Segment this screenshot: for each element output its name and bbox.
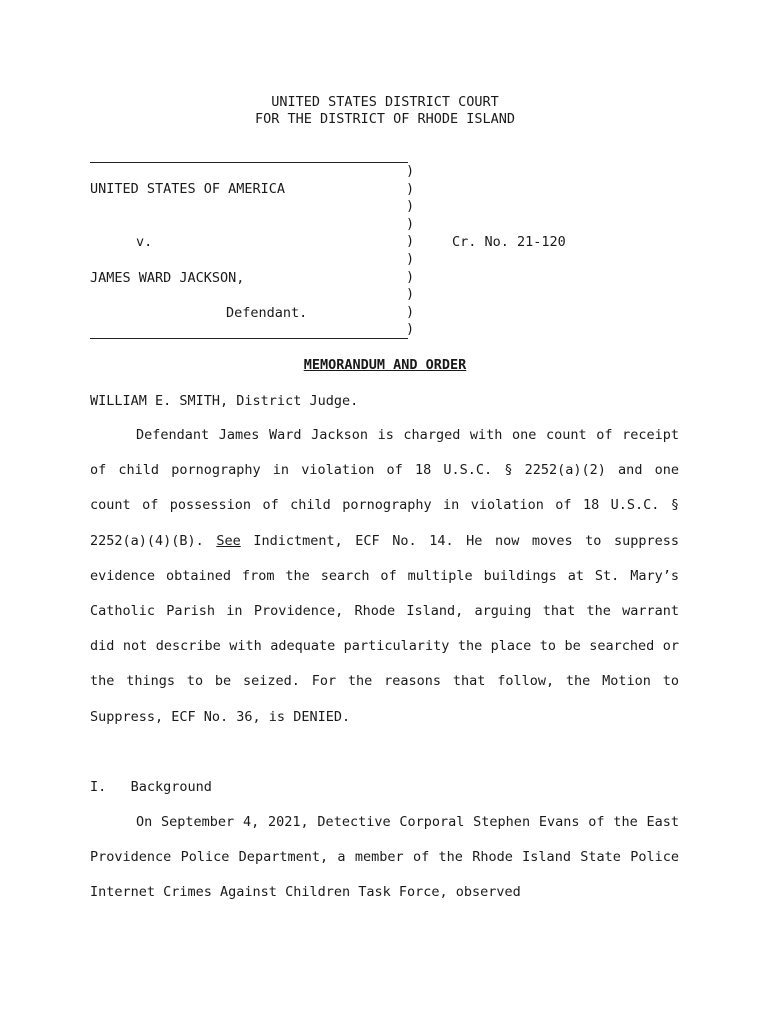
defendant-name: JAMES WARD JACKSON, <box>90 270 245 286</box>
case-number: Cr. No. 21-120 <box>452 234 566 250</box>
court-district: FOR THE DISTRICT OF RHODE ISLAND <box>254 111 516 127</box>
paragraph-background-text: On September 4, 2021, Detective Corporal Stephen Evans of the East Providence Police Department, a member of the Rhode Island State Police Internet Crimes Against Children Task Force, observed <box>90 814 679 901</box>
citation-signal-see: See <box>216 532 241 549</box>
section-title: Background <box>130 779 212 795</box>
section-number: I. <box>90 779 107 795</box>
versus: v. <box>136 234 153 250</box>
judge-line: WILLIAM E. SMITH, District Judge. <box>90 393 359 409</box>
paragraph-background <box>90 805 679 911</box>
caption-bottom-rule <box>90 338 408 339</box>
defendant-label: Defendant. <box>226 305 308 321</box>
caption-parens: ) ) ) ) ) ) ) ) ) ) <box>406 163 415 338</box>
plaintiff-name: UNITED STATES OF AMERICA <box>90 181 286 197</box>
court-name: UNITED STATES DISTRICT COURT <box>271 94 499 110</box>
document-title: MEMORANDUM AND ORDER <box>303 357 467 373</box>
paragraph-intro-part2: Indictment, ECF No. 14. He now moves to suppress evidence obtained from the search of multiple buildings at St. Mary’s Catholic Parish in Providence, Rhode Island, arguing that the warrant did not describe with adequate particularity the place to be searched or the things to be seized. For the reasons that follow, the Motion to Suppress, ECF No. 36, is DENIED. <box>90 532 679 725</box>
paragraph-intro <box>90 418 679 735</box>
caption-top-rule <box>90 162 408 163</box>
section-heading <box>90 779 212 795</box>
paragraph-intro-part1: Defendant James Ward Jackson is charged with one count of receipt of child pornography in violation of 18 U.S.C. § 2252(a)(2) and one count of possession of child pornography in violation of 18 U.S.C. § 2252(a)(4)(B). <box>90 427 679 549</box>
